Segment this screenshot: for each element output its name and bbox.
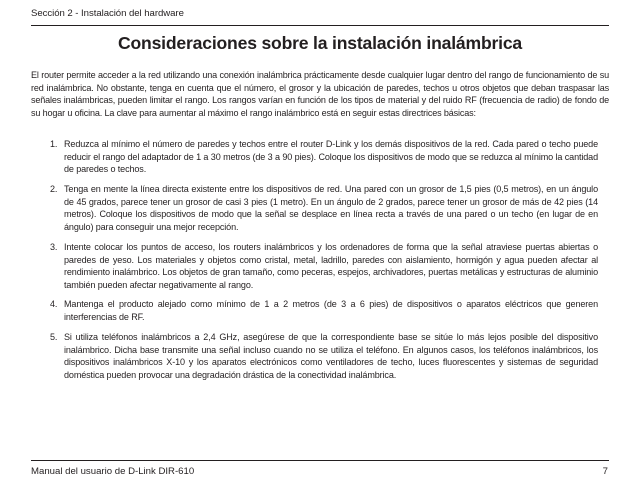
- page-number: 7: [602, 466, 608, 477]
- guideline-item-3: [50, 241, 598, 292]
- guideline-number: 1.: [50, 139, 58, 149]
- intro-paragraph: El router permite acceder a la red utilizando una conexión inalámbrica prácticamente desde cualquier lugar dentro del rango de funcionamiento de su red inalámbrica. No obstante, tenga en cuenta que el número, el grosor y la ubicación de paredes, techos u otros objetos que deban traspasar las señales inalámbricas, pueden limitar el rango. Los rangos varían en función de los tipos de material y del ruido RF (frecuencia de radio) de fondo de su hogar u oficina. La clave para aumentar al máximo el rango inalámbrico está en seguir estas directrices básicas:: [31, 70, 609, 118]
- footer-rule: [31, 460, 609, 461]
- guideline-number: 3.: [50, 242, 58, 252]
- footer-manual-title: Manual del usuario de D-Link DIR-610: [31, 466, 195, 477]
- guideline-number: 4.: [50, 299, 58, 309]
- guideline-text: Tenga en mente la línea directa existente entre los dispositivos de red. Una pared con un grosor de 1,5 pies (0,5 metros), en un ángulo de 45 grados, parece tener un grosor de casi 3 pies (1 metro). En un ángulo de 2 grados, parece tener un grosor de más de 42 pies (14 metros). Coloque los dispositivos de modo que la señal se desplace en línea recta a través de una pared o un techo (en lugar de en ángulo) para conseguir una mejor recepción.: [64, 184, 598, 233]
- guideline-text: Mantenga el producto alejado como mínimo de 1 a 2 metros (de 3 a 6 pies) de dispositivos o aparatos eléctricos que generen interferencias de RF.: [64, 299, 598, 322]
- section-header: Sección 2 - Instalación del hardware: [31, 8, 184, 19]
- guideline-item-2: [50, 183, 598, 234]
- guideline-number: 5.: [50, 332, 58, 342]
- guideline-item-4: [50, 298, 598, 323]
- guideline-number: 2.: [50, 184, 58, 194]
- guideline-text: Intente colocar los puntos de acceso, los routers inalámbricos y los ordenadores de forma que la señal atraviese puertas abiertas o paredes de yeso. Los materiales y objetos como cristal, metal, ladrillo, paredes con aislamiento, hormigón y agua pueden afectar al rendimiento inalámbrico. Los objetos de gran tamaño, como peceras, espejos, archivadores, puertas metálicas y estructuras de aluminio también pueden afectar negativamente al rango.: [64, 242, 598, 291]
- guideline-item-5: [50, 331, 598, 382]
- guideline-text: Reduzca al mínimo el número de paredes y techos entre el router D-Link y los demás dispositivos de la red. Cada pared o techo puede reducir el rango del adaptador de 1 a 30 metros (de 3 a 90 pies). Coloque los dispositivos de modo que se reduzca al mínimo la cantidad de paredes o techos.: [64, 139, 598, 175]
- guideline-text: Si utiliza teléfonos inalámbricos a 2,4 GHz, asegúrese de que la correspondiente base se sitúe lo más lejos posible del dispositivo inalámbrico. Dicha base transmite una señal incluso cuando no se utiliza el teléfono. En algunos casos, los teléfonos inalámbricos, los dispositivos inalámbricos X-10 y los aparatos electrónicos como ventiladores de techo, luces fluorescentes y sistemas de seguridad doméstica pueden provocar una degradación drástica de la conectividad inalámbrica.: [64, 332, 598, 381]
- guideline-item-1: [50, 138, 598, 176]
- header-rule: [31, 25, 609, 26]
- page-title: Consideraciones sobre la instalación inalámbrica: [118, 33, 522, 53]
